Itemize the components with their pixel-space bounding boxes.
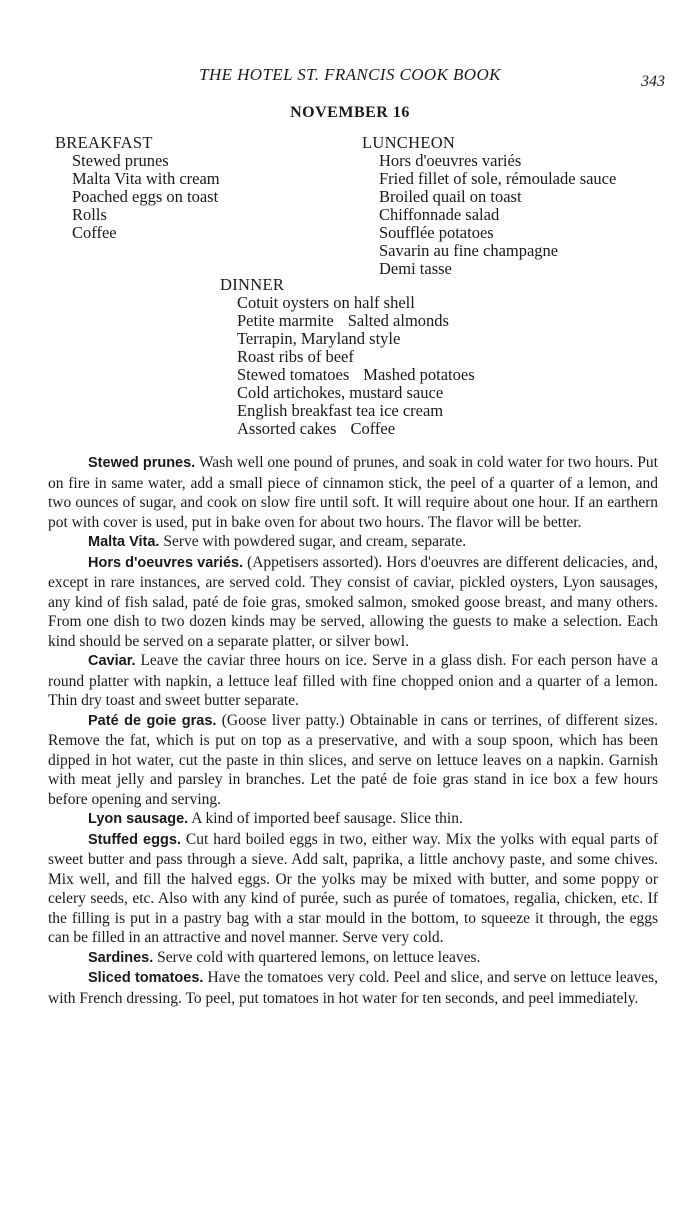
menu-item: [237, 420, 475, 438]
luncheon-title: LUNCHEON: [362, 133, 456, 152]
recipe-paragraph: [48, 830, 658, 948]
menu-item-text: Cotuit oysters on half shell: [237, 293, 415, 312]
recipe-term: Stewed prunes.: [88, 455, 196, 471]
menu-item: [237, 384, 475, 402]
recipe-paragraph: [48, 809, 658, 830]
luncheon-items: [362, 152, 616, 278]
recipe-body: A kind of imported beef sausage. Slice thin.: [191, 810, 463, 827]
menu-item-text: Petite marmite: [237, 311, 334, 330]
recipe-body: Cut hard boiled eggs in two, either way. Mix the yolks with equal parts of sweet butter and pass through a sieve. Add salt, paprika, a little anchovy paste, and some chives. Mix well, and fill the halved eggs. Or the yolks may be mixed with butter, and some poppy or celery seeds, etc. Also with any kind of purée, such as purée of tomatoes, regalia, chicken, etc. If the filling is put in a pastry bag with a star mould in the bottom, to squeeze it through, the eggs can be filled in an attractive and novel manner. Serve very cold.: [48, 830, 658, 946]
dinner-menu: [220, 276, 475, 438]
menu-item-text: Coffee: [350, 419, 396, 438]
breakfast-items: [55, 152, 220, 242]
recipe-body: Have the tomatoes very cold. Peel and slice, and serve on lettuce leaves, with French dressing. To peel, put tomatoes in hot water for ten seconds, and peel immediately.: [48, 969, 658, 1007]
recipe-term: Sardines.: [88, 949, 154, 966]
recipe-body: Serve with powdered sugar, and cream, separate.: [163, 533, 467, 550]
menu-item-text: Salted almonds: [347, 311, 449, 330]
recipe-body: (Appetisers assorted). Hors d'oeuvres are different delicacies, and, except in rare instances, are served cold. They consist of caviar, pickled oysters, Lyon sausages, any kind of fish salad, paté de foie gras, smoked salmon, smoked goose breast, and many others. From one dish to two dozen kinds may be served, allowing the guests to make a selection. Each kind should be served on a separate platter, or silver bowl.: [48, 553, 659, 650]
menu-item-text: English breakfast tea ice cream: [237, 401, 444, 420]
menu-item: Fried fillet of sole, rémoulade sauce: [379, 169, 617, 188]
recipe-paragraph: [48, 948, 658, 969]
recipe-term: Sliced tomatoes.: [88, 970, 204, 986]
menu-item-text: Terrapin, Maryland style: [237, 329, 401, 348]
menu-item: [237, 294, 475, 312]
running-head: THE HOTEL ST. FRANCIS COOK BOOK: [199, 65, 501, 84]
breakfast-title: BREAKFAST: [55, 133, 153, 152]
luncheon-menu: [362, 134, 616, 278]
menu-item: [237, 402, 475, 420]
menu-item-text: Roast ribs of beef: [237, 347, 354, 366]
recipe-term: Paté de goie gras.: [88, 712, 217, 729]
menu-item-text: Mashed potatoes: [363, 365, 475, 384]
dinner-items: [220, 294, 475, 438]
menu-item: [237, 366, 475, 384]
breakfast-menu: [55, 134, 220, 242]
menu-item: Savarin au fine champagne: [379, 241, 559, 260]
menu-item-text: Assorted cakes: [237, 419, 337, 438]
recipe-body: Leave the caviar three hours on ice. Serve in a glass dish. For each person have a round platter with napkin, a lettuce leaf filled with fine chopped onion and a quarter of a lemon. Thin dry toast and sweet butter separate.: [48, 652, 658, 709]
menu-item: Poached eggs on toast: [72, 187, 219, 206]
menu-item: Stewed prunes: [72, 151, 169, 170]
recipe-body: (Goose liver patty.) Obtainable in cans or terrines, of different sizes. Remove the fat, which is put on top as a preservative, and with a soup spoon, which has been dipped in hot water, cut the paste in thin slices, and serve on lettuce leaves on a napkin. Garnish with meat jelly and parsley in branches. Let the paté de foie gras stand in ice box a few hours before opening and serving.: [48, 711, 658, 808]
menu-item: [237, 312, 475, 330]
menu-item: Soufflée potatoes: [379, 223, 494, 242]
recipe-body: Wash well one pound of prunes, and soak in cold water for two hours. Put on fire in same water, add a small piece of cinnamon stick, the peel of a quarter of a lemon, and two ounces of sugar, and cook on slow fire until soft. It will require about one hour. If an earthern pot with cover is used, put in bake oven for about two hours. The flavor will be better.: [48, 454, 658, 531]
recipe-paragraph: [48, 553, 658, 652]
recipe-body: Serve cold with quartered lemons, on lettuce leaves.: [157, 948, 481, 966]
page-number: 343: [641, 73, 665, 90]
recipe-term: Caviar.: [88, 653, 136, 669]
recipe-paragraph: [48, 453, 658, 532]
menu-item: Broiled quail on toast: [379, 187, 522, 206]
date-heading: NOVEMBER 16: [290, 104, 410, 121]
menu-item: Coffee: [72, 223, 117, 242]
menu-item: Demi tasse: [379, 259, 452, 278]
recipe-paragraph: [48, 651, 658, 711]
menu-item: [237, 348, 475, 366]
recipe-paragraph: [48, 532, 658, 553]
menu-item-text: Stewed tomatoes: [237, 365, 350, 384]
menu-item: Hors d'oeuvres variés: [379, 151, 522, 170]
menu-item: Chiffonnade salad: [379, 205, 500, 224]
menu-item: Malta Vita with cream: [72, 169, 220, 188]
menu-item: Rolls: [72, 205, 107, 224]
recipe-term: Malta Vita.: [88, 534, 160, 550]
menu-item: [237, 330, 475, 348]
recipe-paragraph: [48, 968, 658, 1008]
recipe-text: [48, 453, 658, 1008]
recipe-term: Hors d'oeuvres variés.: [88, 554, 244, 571]
dinner-title: DINNER: [220, 275, 285, 294]
menu-item-text: Cold artichokes, mustard sauce: [237, 383, 444, 402]
recipe-term: Stuffed eggs.: [88, 831, 181, 848]
recipe-term: Lyon sausage.: [88, 811, 189, 827]
recipe-paragraph: [48, 711, 658, 810]
